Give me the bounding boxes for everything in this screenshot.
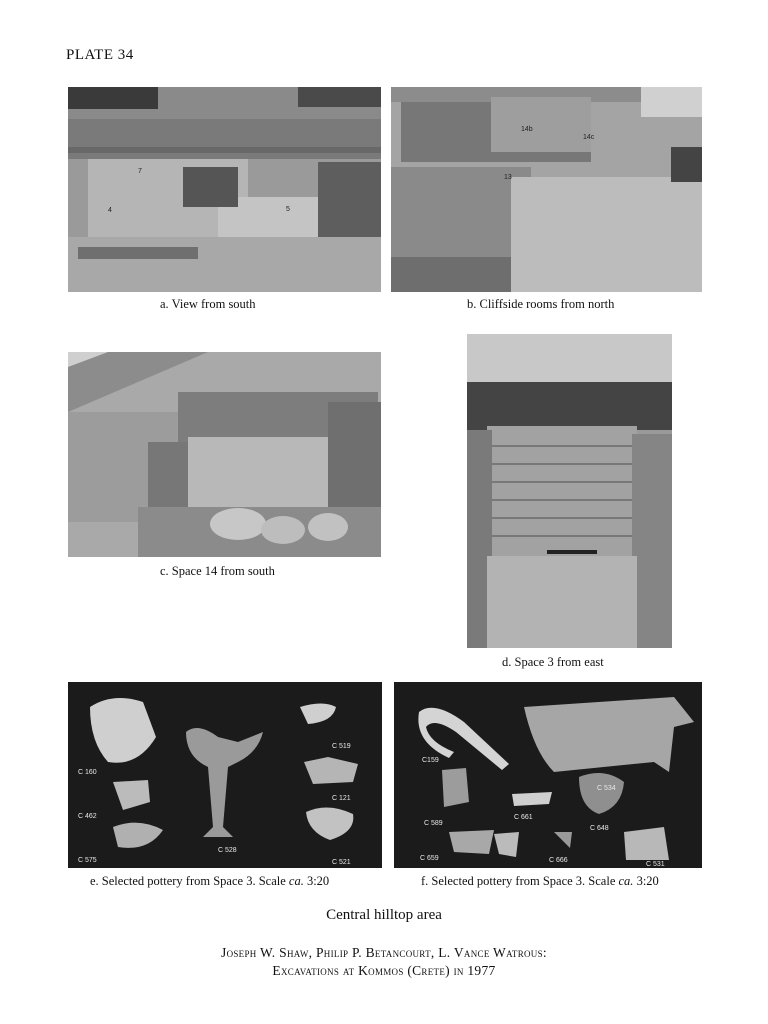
- caption-f: [421, 874, 659, 889]
- photo-label: 13: [504, 174, 512, 181]
- pottery-label: C 519: [332, 743, 351, 750]
- plate-title: Central hilltop area: [326, 907, 442, 923]
- authors-block: [0, 944, 768, 980]
- authors-line: Joseph W. Shaw, Philip P. Betancourt, L. Vance Watrous:: [221, 945, 547, 960]
- caption-f-scale: 3:20: [633, 874, 659, 888]
- pottery-label: C159: [422, 757, 439, 764]
- photo-view-from-south: [68, 87, 381, 292]
- caption-b: b. Cliffside rooms from north: [467, 297, 615, 311]
- photo-pottery-e: [68, 682, 382, 868]
- photo-space-14: [68, 352, 381, 557]
- caption-a: a. View from south: [160, 297, 256, 311]
- publication-title: Excavations at Kommos (Crete) in 1977: [272, 963, 496, 978]
- pottery-label: C 528: [218, 847, 237, 854]
- caption-e-scale: 3:20: [303, 874, 330, 888]
- caption-d: d. Space 3 from east: [502, 655, 604, 669]
- pottery-label: C 575: [78, 857, 97, 864]
- pottery-label: C 659: [420, 855, 439, 862]
- photo-label: 5: [286, 206, 290, 213]
- photo-pottery-f: [394, 682, 702, 868]
- photo-label: 14c: [583, 134, 595, 141]
- plate-number: PLATE 34: [66, 47, 134, 63]
- photo-cliffside-rooms: [391, 87, 702, 292]
- pottery-label: C 121: [332, 795, 351, 802]
- caption-e: [90, 874, 329, 889]
- caption-f-text: f. Selected pottery from Space 3. Scale: [421, 874, 619, 888]
- pottery-label: C 589: [424, 820, 443, 827]
- caption-e-ca: ca.: [288, 874, 304, 888]
- photo-space-3: [467, 334, 672, 648]
- photo-label: 14b: [521, 126, 533, 133]
- pottery-label: C 661: [514, 814, 533, 821]
- pottery-label: C 160: [78, 769, 97, 776]
- caption-c: c. Space 14 from south: [160, 564, 275, 578]
- pottery-label: C 534: [597, 785, 616, 792]
- pottery-label: C 531: [646, 861, 665, 868]
- pottery-label: C 648: [590, 825, 609, 832]
- photo-label: 4: [108, 207, 112, 214]
- pottery-label: C 521: [332, 859, 351, 866]
- pottery-label: C 666: [549, 857, 568, 864]
- caption-f-ca: ca.: [618, 874, 634, 888]
- photo-label: 7: [138, 168, 142, 175]
- caption-e-text: e. Selected pottery from Space 3. Scale: [90, 874, 289, 888]
- pottery-label: C 462: [78, 813, 97, 820]
